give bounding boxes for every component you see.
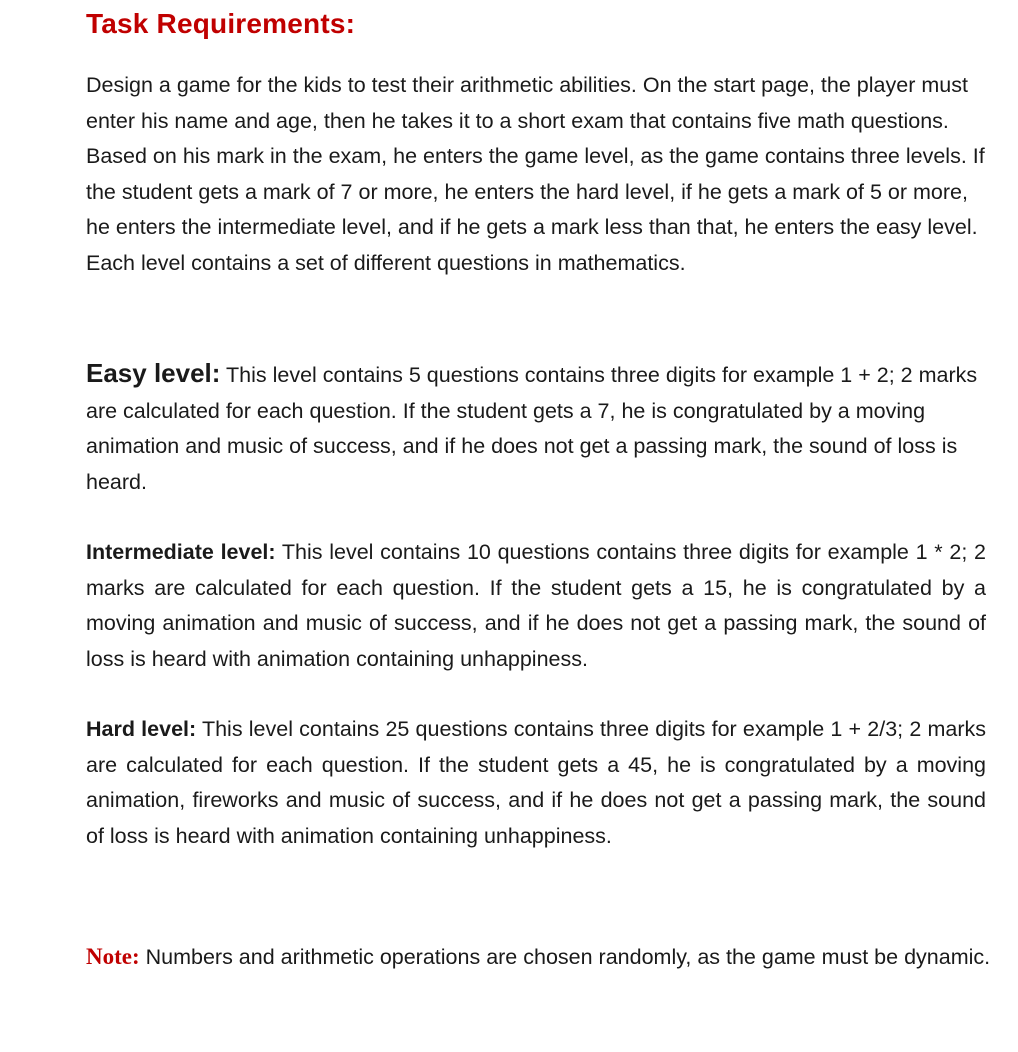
- easy-level-label: Easy level:: [86, 358, 221, 388]
- hard-level-text: This level contains 25 questions contains three digits for example 1 + 2/3; 2 marks are calculated for each question. If the student gets a 45, he is congratulated by a moving animation, fireworks and music of success, and if he does not get a passing mark, the sound of loss is heard with animation containing unhappiness.: [86, 717, 986, 848]
- intermediate-level-label: Intermediate level:: [86, 540, 276, 564]
- hard-level-paragraph: [86, 712, 986, 854]
- note-paragraph: [86, 932, 991, 982]
- note-label: Note:: [86, 944, 140, 969]
- easy-level-text: This level contains 5 questions contains three digits for example 1 + 2; 2 marks are calculated for each question. If the student gets a 7, he is congratulated by a moving animation and music of success, and if he does not get a passing mark, the sound of loss is heard.: [86, 363, 978, 494]
- hard-level-label: Hard level:: [86, 717, 197, 741]
- note-text: Numbers and arithmetic operations are chosen randomly, as the game must be dynamic.: [139, 945, 991, 969]
- easy-level-paragraph: [86, 356, 986, 500]
- intro-paragraph: Design a game for the kids to test their arithmetic abilities. On the start page, the player must enter his name and age, then he takes it to a short exam that contains five math questions. Based on his mark in the exam, he enters the game level, as the game contains three levels. If the student gets a mark of 7 or more, he enters the hard level, if he gets a mark of 5 or more, he enters the intermediate level, and if he gets a mark less than that, he enters the easy level. Each level contains a set of different questions in mathematics.: [86, 73, 985, 275]
- intermediate-level-text: This level contains 10 questions contains three digits for example 1 * 2; 2 marks are calculated for each question. If the student gets a 15, he is congratulated by a moving animation and music of success, and if he does not get a passing mark, the sound of loss is heard with animation containing unhappiness.: [86, 540, 986, 671]
- intermediate-level-paragraph: [86, 535, 986, 677]
- page-title: Task Requirements:: [86, 8, 356, 39]
